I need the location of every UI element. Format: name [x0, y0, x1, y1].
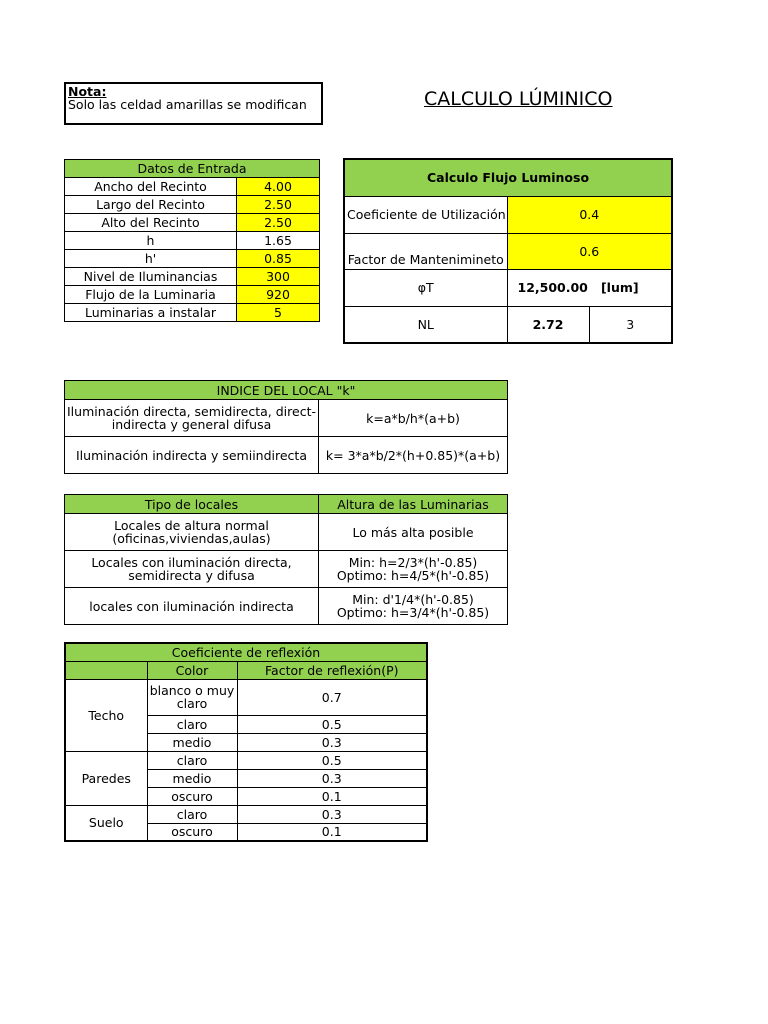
surface-techo: Techo — [65, 679, 147, 751]
locales-header-tipo: Tipo de locales — [65, 495, 319, 514]
h-value: 1.65 — [237, 232, 320, 250]
h-prime-input[interactable]: 0.85 — [237, 250, 320, 268]
note-label: Nota: — [68, 84, 107, 99]
locales-altura: Lo más alta posible — [319, 514, 508, 551]
datos-entrada-header: Datos de Entrada — [65, 160, 320, 178]
flujo-header: Calculo Flujo Luminoso — [344, 159, 672, 196]
input-label: h' — [65, 250, 237, 268]
locales-altura — [319, 588, 508, 625]
phi-value: 12,500.00 — [517, 280, 588, 295]
color-cell: claro — [147, 805, 237, 823]
datos-entrada-table — [64, 159, 320, 322]
phi-unit: [lum] — [600, 280, 639, 295]
altura-optimo: Optimo: h=3/4*(h'-0.85) — [336, 605, 490, 620]
phi-label: φT — [344, 269, 507, 306]
nl-value: 2.72 — [507, 306, 589, 343]
locales-tipo: Locales de altura normal (oficinas,viviendas,aulas) — [65, 514, 319, 551]
input-label: Flujo de la Luminaria — [65, 286, 237, 304]
factor-cell: 0.5 — [237, 751, 427, 769]
locales-altura — [319, 551, 508, 588]
surface-suelo: Suelo — [65, 805, 147, 841]
factor-cell: 0.3 — [237, 805, 427, 823]
color-cell: oscuro — [147, 787, 237, 805]
note-text: Solo las celdad amarillas se modifican — [68, 97, 307, 112]
iluminancia-input[interactable]: 300 — [237, 268, 320, 286]
input-label: Ancho del Recinto — [65, 178, 237, 196]
input-label: Luminarias a instalar — [65, 304, 237, 322]
indice-type: Iluminación directa, semidirecta, direct-indirecta y general difusa — [65, 400, 319, 437]
factor-cell: 0.5 — [237, 715, 427, 733]
color-cell: medio — [147, 733, 237, 751]
col-color: Color — [147, 661, 237, 679]
color-cell: claro — [147, 715, 237, 733]
factor-cell: 0.1 — [237, 823, 427, 841]
color-cell: claro — [147, 751, 237, 769]
altura-min: Min: d'1/4*(h'-0.85) — [352, 592, 474, 607]
reflexion-table — [64, 642, 428, 842]
color-cell: oscuro — [147, 823, 237, 841]
nl-rounded: 3 — [589, 306, 672, 343]
flujo-table — [343, 158, 673, 344]
nl-label: NL — [344, 306, 507, 343]
luminarias-input[interactable]: 5 — [237, 304, 320, 322]
indice-header: INDICE DEL LOCAL "k" — [65, 381, 508, 400]
input-label: h — [65, 232, 237, 250]
reflexion-header: Coeficiente de reflexión — [65, 643, 427, 661]
factor-cell: 0.3 — [237, 733, 427, 751]
cu-label: Coeficiente de Utilización — [344, 196, 507, 233]
input-label: Nivel de Iluminancias — [65, 268, 237, 286]
indice-formula: k= 3*a*b/2*(h+0.85)*(a+b) — [319, 437, 508, 474]
col-factor: Factor de reflexión(P) — [237, 661, 427, 679]
input-label: Alto del Recinto — [65, 214, 237, 232]
factor-cell: 0.1 — [237, 787, 427, 805]
locales-tipo: locales con iluminación indirecta — [65, 588, 319, 625]
locales-header-altura: Altura de las Luminarias — [319, 495, 508, 514]
surface-paredes: Paredes — [65, 751, 147, 805]
fm-label: Factor de Mantenimineto — [344, 233, 507, 269]
largo-input[interactable]: 2.50 — [237, 196, 320, 214]
locales-table — [64, 494, 508, 625]
indice-type: Iluminación indirecta y semiindirecta — [65, 437, 319, 474]
factor-cell: 0.7 — [237, 679, 427, 715]
locales-tipo: Locales con iluminación directa, semidirecta y difusa — [65, 551, 319, 588]
altura-min: Min: h=2/3*(h'-0.85) — [348, 555, 478, 570]
phi-result — [507, 269, 672, 306]
ancho-input[interactable]: 4.00 — [237, 178, 320, 196]
indice-table — [64, 380, 508, 474]
factor-cell: 0.3 — [237, 769, 427, 787]
color-cell: blanco o muy claro — [147, 679, 237, 715]
flujo-luminaria-input[interactable]: 920 — [237, 286, 320, 304]
altura-optimo: Optimo: h=4/5*(h'-0.85) — [336, 568, 490, 583]
input-label: Largo del Recinto — [65, 196, 237, 214]
note-box — [64, 82, 323, 125]
cu-input[interactable]: 0.4 — [507, 196, 672, 233]
color-cell: medio — [147, 769, 237, 787]
page-title: CALCULO LÚMINICO — [424, 88, 613, 110]
indice-formula: k=a*b/h*(a+b) — [319, 400, 508, 437]
alto-input[interactable]: 2.50 — [237, 214, 320, 232]
reflexion-corner — [65, 661, 147, 679]
fm-input[interactable]: 0.6 — [507, 233, 672, 269]
